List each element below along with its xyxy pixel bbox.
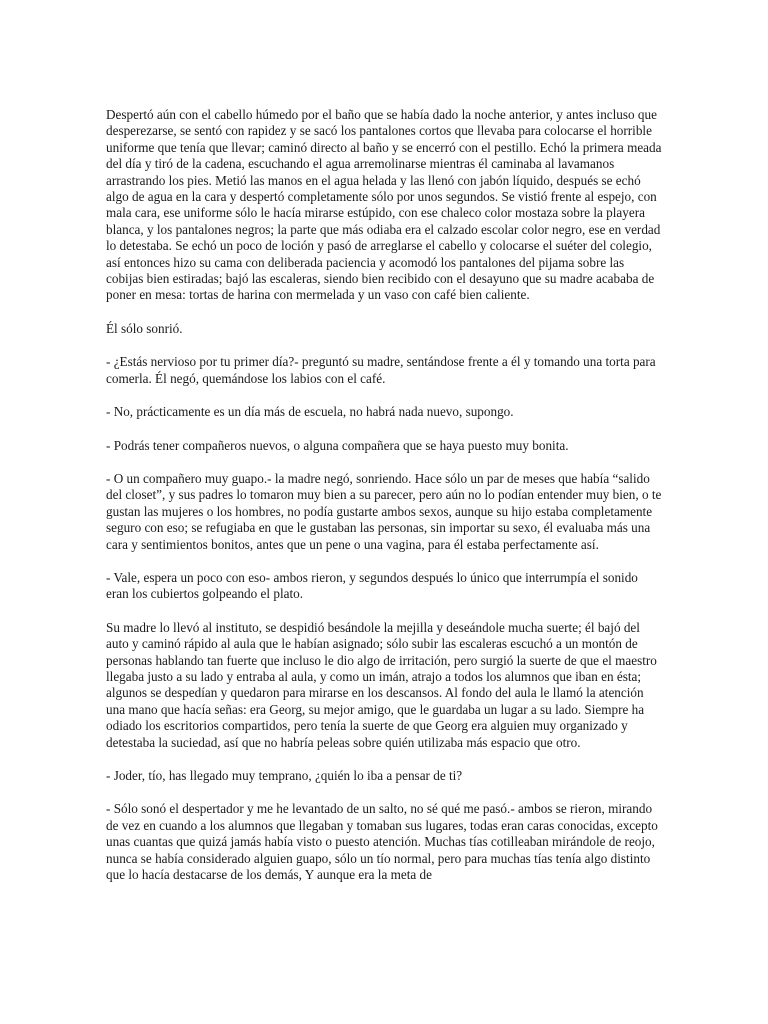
paragraph-3: - ¿Estás nervioso por tu primer día?- preguntó su madre, sentándose frente a él y tomando una torta para comerla. Él negó, quemándose los labios con el café. xyxy=(106,354,656,386)
paragraph-9: - Joder, tío, has llegado muy temprano, ¿quién lo iba a pensar de ti? xyxy=(106,768,463,783)
paragraph-8: Su madre lo llevó al instituto, se despidió besándole la mejilla y deseándole mucha suerte; él bajó del auto y caminó rápido al aula que le habían asignado; sólo subir las escaleras escuchó a un montón de personas hablando tan fuerte que incluso le dio algo de irritación, pero surgió la suerte de que el maestro llegaba justo a su lado y entraba al aula, y como un imán, atrajo a todos los alumnos que iban en ésta; algunos se despedían y quedaron para mirarse en los descansos. Al fondo del aula le llamó la atención una mano que hacía señas: era Georg, su mejor amigo, que le guardaba un lugar a su lado. Siempre ha odiado los escritorios compartidos, pero tenía la suerte de que Georg era alguien muy organizado y detestaba la suciedad, así que no habría peleas sobre quién utilizaba más espacio que otro. xyxy=(106,619,657,750)
paragraph-4: - No, prácticamente es un día más de escuela, no habrá nada nuevo, supongo. xyxy=(106,404,514,420)
paragraph-1: Despertó aún con el cabello húmedo por el baño que se había dado la noche anterior, y antes incluso que desperezarse, se sentó con rapidez y se sacó los pantalones cortos que llevaba para colocarse el horrible uniforme que tenía que llevar; caminó directo al baño y se encerró con el pestillo. Echó la primera meada del día y tiró de la cadena, escuchando el agua arremolinarse mientras él caminaba al lavamanos arrastrando los pies. Metió las manos en el agua helada y las llenó con jabón líquido, después se echó algo de agua en la cara y despertó completamente sólo por unos segundos. Se vistió frente al espejo, con mala cara, ese uniforme sólo le hacía mirarse estúpido, con ese chaleco color mostaza sobre la playera blanca, y los pantalones negros; la parte que más odiaba era el calzado escolar color negro, ese en verdad lo detestaba. Se echó un poco de loción y pasó de arreglarse el cabello y colocarse el suéter del colegio, así entonces hizo su cama con deliberada paciencia y acomodó los pantalones del pijama sobre las cobijas bien estiradas; bajó las escaleras, siendo bien recibido con el desayuno que su madre acababa de poner en mesa: tortas de harina con mermelada y un vaso con café bien caliente. xyxy=(106,107,662,303)
paragraph-5: - Podrás tener compañeros nuevos, o alguna compañera que se haya puesto muy bonita. xyxy=(106,437,569,453)
paragraph-10: - Sólo sonó el despertador y me he levantado de un salto, no sé qué me pasó.- ambos se rieron, mirando de vez en cuando a los alumnos que llegaban y tomaban sus lugares, todas eran caras conocidas, excepto unas cuantas que quizá jamás había visto o puesto atención. Muchas tías cotilleaban mirándole de reojo, nunca se había considerado alguien guapo, sólo un tío normal, pero para muchas tías tenía algo distinto que lo hacía destacarse de los demás, Y aunque era la meta de xyxy=(106,801,658,883)
document-body xyxy=(106,107,662,900)
paragraph-7: - Vale, espera un poco con eso- ambos rieron, y segundos después lo único que interrumpía el sonido eran los cubiertos golpeando el plato. xyxy=(106,569,638,602)
paragraph-2: Él sólo sonrió. xyxy=(106,320,183,336)
paragraph-6: - O un compañero muy guapo.- la madre negó, sonriendo. Hace sólo un par de meses que había “salido del closet”, y sus padres lo tomaron muy bien a su parecer, pero aún no lo podían entender muy bien, o te gustan las mujeres o los hombres, no podía gustarte ambos sexos, aunque su hijo estaba completamente seguro con eso; se refugiaba en que le gustaban las personas, sin importar su sexo, él evaluaba más una cara y sentimientos bonitos, antes que un pene o una vagina, para él estaba perfectamente así. xyxy=(106,470,662,552)
